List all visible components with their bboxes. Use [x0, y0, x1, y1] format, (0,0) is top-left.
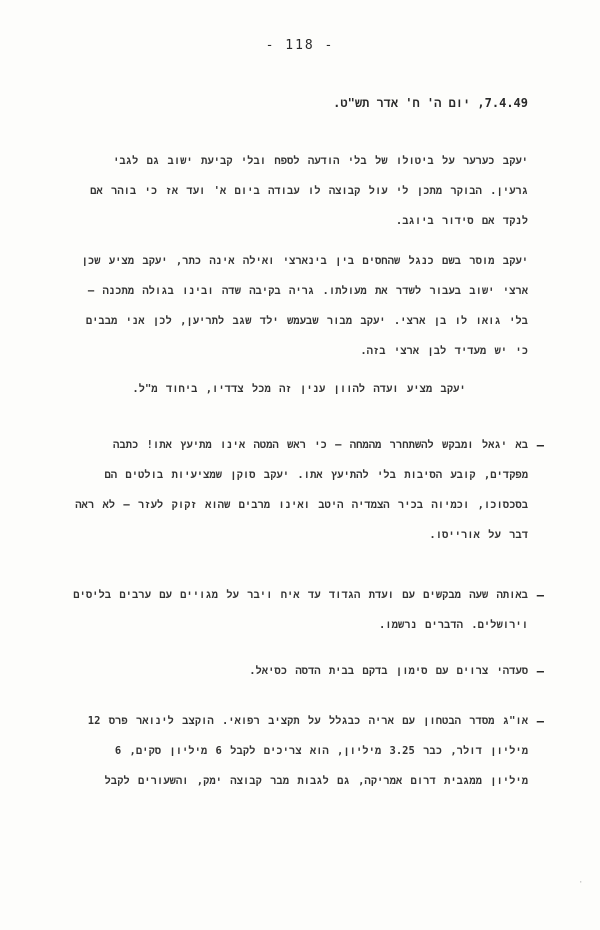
paragraph-3: יעקב מציע ועדה להוון ענין זה מכל צדדיו, ביחוד מ"ל. [132, 383, 466, 395]
paragraph-4: בא יגאל ומבקש להשתחרר מהמחה – כי ראש המטה אינו מתיעץ אתו! כתבה מפקדים, קובע הסיבות בלי להתיעץ אתו. יעקב סוקן שמציעיות בולטים הם בסכסוכו, וכמיוה בכיר הצמדיה היטב ואינו מרבים שהוא זקוק לעזר – לא ראה דבר על אורייסו. [75, 439, 528, 541]
scan-mark: · [578, 878, 584, 888]
paragraph-7: או"ג מסדר הבטחון עם אריה כבגלל על תקציב רפואי. הוקצב לינואר פרס 12 מיליון דולר, כבר 3.25 מיליון, הוא צריכים לקבל 6 מיליון סקים, 6 מיליון ממגבית דרום אמריקה, גם לגבות מבר קבוצה ימק, והשעורים לקבל [87, 715, 528, 787]
list-dash: – [536, 438, 544, 452]
paragraph-5: באותה שעה מבקשים עם ועדת הגדוד עד איח ויבר על מגויים עם ערבים בליסים וירושלים. הדברים נרשמו. [73, 589, 528, 631]
page-number: - 118 - [265, 38, 335, 53]
list-dash: – [536, 664, 544, 678]
list-dash: – [536, 714, 544, 728]
list-dash: – [536, 588, 544, 602]
paragraph-1: יעקב כערער על ביטולו של בלי הודעה לספח ובלי קביעת ישוב גם לגבי גרעין. הבוקר מתכן לי עול קבוצה לו עבודה ביום א' ועד אז כי בוהר אם לנקד אם סידור ביוגב. [90, 155, 528, 227]
paragraph-2: יעקב מוסר בשם כנגל שהחסים בין בינארצי ואילה אינה כתר, יעקב מציע שכן ארצי ישוב בעבור לשדר את מעולתו. גריה בקיבה שדה ובינו בגולה מתכנה – בלי גואו לו בן ארצי. יעקב מבור שבעמש ילד שגב לתריען, לכן אני מבבים כי יש מעדיד לבן ארצי בזה. [81, 255, 528, 357]
paragraph-6: סעדהי צרוים עם סימון בדקם בבית הדסה כסיאל. [249, 665, 528, 677]
date-line: 7.4.49, יום ה' ח' אדר תש"ט. [333, 96, 528, 110]
